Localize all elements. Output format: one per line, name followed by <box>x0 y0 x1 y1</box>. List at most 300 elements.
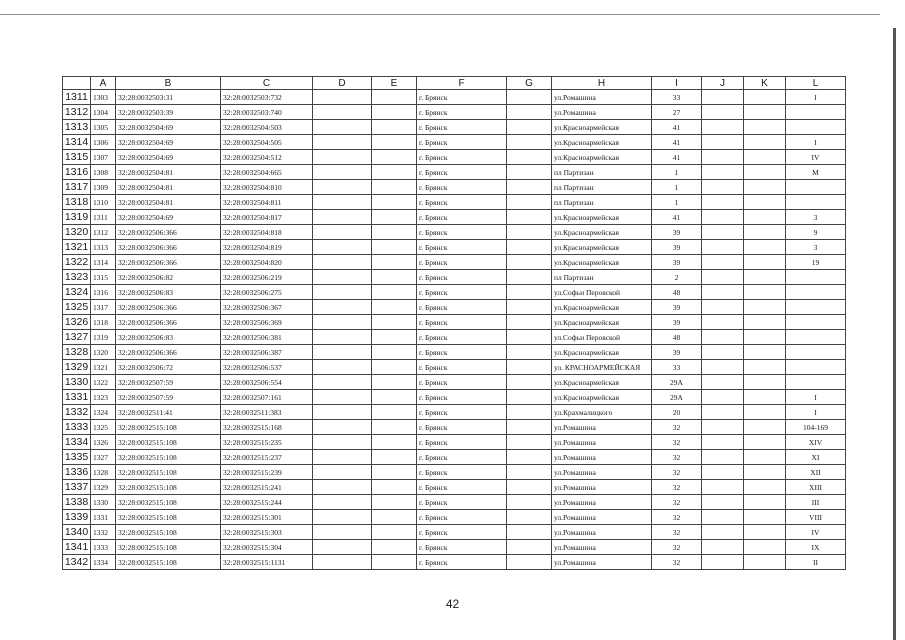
cell-b[interactable]: 32:28:0032515:108 <box>116 540 221 555</box>
cell-k[interactable] <box>744 465 786 480</box>
row-number-cell[interactable]: 1341 <box>63 540 91 555</box>
cell-d[interactable] <box>313 270 372 285</box>
cell-b[interactable]: 32:28:0032503:39 <box>116 105 221 120</box>
cell-b[interactable]: 32:28:0032515:108 <box>116 435 221 450</box>
cell-h[interactable]: ул.Красноармейская <box>552 345 652 360</box>
cell-g[interactable] <box>507 420 552 435</box>
cell-d[interactable] <box>313 315 372 330</box>
cell-l[interactable]: I <box>786 90 846 105</box>
cell-d[interactable] <box>313 420 372 435</box>
column-header-b[interactable]: B <box>116 77 221 90</box>
cell-b[interactable]: 32:28:0032503:31 <box>116 90 221 105</box>
row-number-cell[interactable]: 1333 <box>63 420 91 435</box>
cell-h[interactable]: ул.Красноармейская <box>552 255 652 270</box>
cell-k[interactable] <box>744 270 786 285</box>
cell-d[interactable] <box>313 300 372 315</box>
cell-c[interactable]: 32:28:0032506:554 <box>221 375 313 390</box>
cell-f[interactable]: г. Брянск <box>417 540 507 555</box>
cell-h[interactable]: ул.Ромашина <box>552 495 652 510</box>
cell-i[interactable]: 32 <box>652 450 702 465</box>
cell-a[interactable]: 1312 <box>91 225 116 240</box>
row-number-cell[interactable]: 1329 <box>63 360 91 375</box>
cell-a[interactable]: 1332 <box>91 525 116 540</box>
cell-h[interactable]: ул.Красноармейская <box>552 390 652 405</box>
cell-j[interactable] <box>702 255 744 270</box>
cell-j[interactable] <box>702 465 744 480</box>
cell-l[interactable] <box>786 375 846 390</box>
cell-i[interactable]: 32 <box>652 435 702 450</box>
cell-a[interactable]: 1334 <box>91 555 116 570</box>
cell-h[interactable]: пл Партизан <box>552 270 652 285</box>
row-number-cell[interactable]: 1317 <box>63 180 91 195</box>
cell-e[interactable] <box>372 165 417 180</box>
cell-c[interactable]: 32:28:0032506:219 <box>221 270 313 285</box>
cell-d[interactable] <box>313 435 372 450</box>
cell-f[interactable]: г. Брянск <box>417 555 507 570</box>
cell-a[interactable]: 1315 <box>91 270 116 285</box>
cell-h[interactable]: ул.Ромашина <box>552 450 652 465</box>
row-number-cell[interactable]: 1338 <box>63 495 91 510</box>
cell-f[interactable]: г. Брянск <box>417 210 507 225</box>
cell-d[interactable] <box>313 495 372 510</box>
cell-e[interactable] <box>372 120 417 135</box>
cell-g[interactable] <box>507 135 552 150</box>
cell-b[interactable]: 32:28:0032515:108 <box>116 525 221 540</box>
cell-b[interactable]: 32:28:0032515:108 <box>116 420 221 435</box>
cell-c[interactable]: 32:28:0032504:817 <box>221 210 313 225</box>
cell-f[interactable]: г. Брянск <box>417 345 507 360</box>
row-number-cell[interactable]: 1318 <box>63 195 91 210</box>
row-number-cell[interactable]: 1336 <box>63 465 91 480</box>
cell-l[interactable] <box>786 270 846 285</box>
cell-k[interactable] <box>744 120 786 135</box>
cell-c[interactable]: 32:28:0032504:505 <box>221 135 313 150</box>
cell-e[interactable] <box>372 525 417 540</box>
cell-j[interactable] <box>702 510 744 525</box>
cell-a[interactable]: 1327 <box>91 450 116 465</box>
cell-b[interactable]: 32:28:0032504:69 <box>116 135 221 150</box>
cell-k[interactable] <box>744 345 786 360</box>
cell-a[interactable]: 1307 <box>91 150 116 165</box>
row-number-cell[interactable]: 1319 <box>63 210 91 225</box>
cell-k[interactable] <box>744 525 786 540</box>
row-number-cell[interactable]: 1332 <box>63 405 91 420</box>
cell-j[interactable] <box>702 270 744 285</box>
cell-a[interactable]: 1324 <box>91 405 116 420</box>
cell-i[interactable]: 39 <box>652 225 702 240</box>
cell-b[interactable]: 32:28:0032515:108 <box>116 450 221 465</box>
cell-k[interactable] <box>744 300 786 315</box>
cell-b[interactable]: 32:28:0032506:83 <box>116 330 221 345</box>
cell-h[interactable]: ул.Ромашина <box>552 420 652 435</box>
cell-b[interactable]: 32:28:0032504:81 <box>116 180 221 195</box>
cell-g[interactable] <box>507 405 552 420</box>
cell-c[interactable]: 32:28:0032504:512 <box>221 150 313 165</box>
cell-g[interactable] <box>507 450 552 465</box>
cell-a[interactable]: 1333 <box>91 540 116 555</box>
cell-e[interactable] <box>372 195 417 210</box>
cell-h[interactable]: ул.Красноармейская <box>552 210 652 225</box>
cell-l[interactable]: M <box>786 165 846 180</box>
cell-c[interactable]: 32:28:0032515:301 <box>221 510 313 525</box>
cell-h[interactable]: ул.Красноармейская <box>552 315 652 330</box>
cell-e[interactable] <box>372 360 417 375</box>
cell-d[interactable] <box>313 465 372 480</box>
cell-g[interactable] <box>507 225 552 240</box>
cell-e[interactable] <box>372 135 417 150</box>
cell-h[interactable]: ул.Красноармейская <box>552 240 652 255</box>
cell-j[interactable] <box>702 435 744 450</box>
cell-a[interactable]: 1326 <box>91 435 116 450</box>
cell-k[interactable] <box>744 330 786 345</box>
cell-l[interactable] <box>786 330 846 345</box>
cell-l[interactable] <box>786 345 846 360</box>
cell-g[interactable] <box>507 465 552 480</box>
cell-k[interactable] <box>744 435 786 450</box>
cell-j[interactable] <box>702 495 744 510</box>
row-number-cell[interactable]: 1311 <box>63 90 91 105</box>
cell-j[interactable] <box>702 330 744 345</box>
cell-j[interactable] <box>702 150 744 165</box>
column-header-d[interactable]: D <box>313 77 372 90</box>
cell-b[interactable]: 32:28:0032506:366 <box>116 225 221 240</box>
cell-k[interactable] <box>744 135 786 150</box>
cell-h[interactable]: ул.Софьи Перовской <box>552 330 652 345</box>
cell-g[interactable] <box>507 285 552 300</box>
cell-c[interactable]: 32:28:0032506:381 <box>221 330 313 345</box>
cell-a[interactable]: 1330 <box>91 495 116 510</box>
cell-d[interactable] <box>313 195 372 210</box>
cell-b[interactable]: 32:28:0032515:108 <box>116 555 221 570</box>
cell-f[interactable]: г. Брянск <box>417 525 507 540</box>
cell-g[interactable] <box>507 195 552 210</box>
cell-e[interactable] <box>372 405 417 420</box>
cell-k[interactable] <box>744 105 786 120</box>
cell-j[interactable] <box>702 360 744 375</box>
cell-d[interactable] <box>313 555 372 570</box>
cell-k[interactable] <box>744 375 786 390</box>
cell-d[interactable] <box>313 360 372 375</box>
cell-i[interactable]: 33 <box>652 90 702 105</box>
cell-k[interactable] <box>744 240 786 255</box>
cell-c[interactable]: 32:28:0032511:383 <box>221 405 313 420</box>
cell-g[interactable] <box>507 480 552 495</box>
cell-a[interactable]: 1322 <box>91 375 116 390</box>
cell-e[interactable] <box>372 315 417 330</box>
cell-b[interactable]: 32:28:0032507:59 <box>116 375 221 390</box>
row-number-cell[interactable]: 1327 <box>63 330 91 345</box>
cell-e[interactable] <box>372 300 417 315</box>
cell-j[interactable] <box>702 120 744 135</box>
cell-a[interactable]: 1321 <box>91 360 116 375</box>
cell-i[interactable]: 20 <box>652 405 702 420</box>
cell-a[interactable]: 1311 <box>91 210 116 225</box>
cell-l[interactable] <box>786 315 846 330</box>
cell-j[interactable] <box>702 180 744 195</box>
cell-c[interactable]: 32:28:0032515:303 <box>221 525 313 540</box>
row-number-cell[interactable]: 1330 <box>63 375 91 390</box>
cell-c[interactable]: 32:28:0032504:810 <box>221 180 313 195</box>
cell-f[interactable]: г. Брянск <box>417 480 507 495</box>
cell-h[interactable]: ул.Красноармейская <box>552 375 652 390</box>
cell-e[interactable] <box>372 435 417 450</box>
cell-h[interactable]: ул.Ромашина <box>552 525 652 540</box>
cell-j[interactable] <box>702 195 744 210</box>
cell-d[interactable] <box>313 105 372 120</box>
cell-i[interactable]: 2 <box>652 270 702 285</box>
cell-k[interactable] <box>744 255 786 270</box>
cell-e[interactable] <box>372 510 417 525</box>
column-header-l[interactable]: L <box>786 77 846 90</box>
cell-g[interactable] <box>507 255 552 270</box>
cell-l[interactable] <box>786 195 846 210</box>
cell-h[interactable]: ул.Крахмалицкого <box>552 405 652 420</box>
cell-j[interactable] <box>702 525 744 540</box>
cell-g[interactable] <box>507 525 552 540</box>
cell-a[interactable]: 1306 <box>91 135 116 150</box>
cell-e[interactable] <box>372 330 417 345</box>
cell-f[interactable]: г. Брянск <box>417 225 507 240</box>
cell-g[interactable] <box>507 435 552 450</box>
cell-h[interactable]: ул.Софьи Перовской <box>552 285 652 300</box>
cell-a[interactable]: 1317 <box>91 300 116 315</box>
cell-k[interactable] <box>744 450 786 465</box>
cell-i[interactable]: 1 <box>652 165 702 180</box>
corner-header-cell[interactable] <box>63 77 91 90</box>
cell-f[interactable]: г. Брянск <box>417 165 507 180</box>
cell-k[interactable] <box>744 510 786 525</box>
cell-h[interactable]: ул.Ромашина <box>552 465 652 480</box>
cell-g[interactable] <box>507 390 552 405</box>
cell-k[interactable] <box>744 420 786 435</box>
cell-h[interactable]: ул.Ромашина <box>552 540 652 555</box>
cell-b[interactable]: 32:28:0032515:108 <box>116 480 221 495</box>
cell-a[interactable]: 1308 <box>91 165 116 180</box>
cell-h[interactable]: ул.Красноармейская <box>552 300 652 315</box>
cell-e[interactable] <box>372 420 417 435</box>
row-number-cell[interactable]: 1321 <box>63 240 91 255</box>
cell-l[interactable]: VIII <box>786 510 846 525</box>
cell-e[interactable] <box>372 240 417 255</box>
row-number-cell[interactable]: 1320 <box>63 225 91 240</box>
row-number-cell[interactable]: 1325 <box>63 300 91 315</box>
cell-l[interactable] <box>786 105 846 120</box>
cell-f[interactable]: г. Брянск <box>417 405 507 420</box>
cell-i[interactable]: 39 <box>652 345 702 360</box>
cell-l[interactable]: I <box>786 135 846 150</box>
cell-l[interactable]: I <box>786 390 846 405</box>
cell-j[interactable] <box>702 540 744 555</box>
cell-l[interactable] <box>786 180 846 195</box>
cell-i[interactable]: 48 <box>652 330 702 345</box>
cell-i[interactable]: 29А <box>652 375 702 390</box>
cell-e[interactable] <box>372 105 417 120</box>
cell-i[interactable]: 32 <box>652 540 702 555</box>
cell-c[interactable]: 32:28:0032515:1131 <box>221 555 313 570</box>
cell-e[interactable] <box>372 390 417 405</box>
cell-l[interactable] <box>786 285 846 300</box>
column-header-c[interactable]: C <box>221 77 313 90</box>
cell-e[interactable] <box>372 345 417 360</box>
row-number-cell[interactable]: 1323 <box>63 270 91 285</box>
cell-l[interactable]: XIII <box>786 480 846 495</box>
cell-g[interactable] <box>507 210 552 225</box>
cell-l[interactable]: XI <box>786 450 846 465</box>
cell-k[interactable] <box>744 390 786 405</box>
cell-a[interactable]: 1320 <box>91 345 116 360</box>
cell-l[interactable]: XIV <box>786 435 846 450</box>
cell-f[interactable]: г. Брянск <box>417 465 507 480</box>
cell-c[interactable]: 32:28:0032515:244 <box>221 495 313 510</box>
cell-d[interactable] <box>313 510 372 525</box>
cell-h[interactable]: ул. КРАСНОАРМЕЙСКАЯ <box>552 360 652 375</box>
cell-i[interactable]: 41 <box>652 120 702 135</box>
cell-k[interactable] <box>744 315 786 330</box>
cell-h[interactable]: ул.Красноармейская <box>552 150 652 165</box>
cell-l[interactable]: I <box>786 405 846 420</box>
cell-g[interactable] <box>507 540 552 555</box>
cell-a[interactable]: 1304 <box>91 105 116 120</box>
cell-k[interactable] <box>744 480 786 495</box>
cell-b[interactable]: 32:28:0032506:366 <box>116 300 221 315</box>
cell-l[interactable]: 104-169 <box>786 420 846 435</box>
cell-g[interactable] <box>507 105 552 120</box>
cell-c[interactable]: 32:28:0032506:275 <box>221 285 313 300</box>
cell-c[interactable]: 32:28:0032506:537 <box>221 360 313 375</box>
cell-e[interactable] <box>372 285 417 300</box>
cell-b[interactable]: 32:28:0032507:59 <box>116 390 221 405</box>
cell-i[interactable]: 39 <box>652 300 702 315</box>
row-number-cell[interactable]: 1326 <box>63 315 91 330</box>
cell-d[interactable] <box>313 225 372 240</box>
cell-h[interactable]: ул.Красноармейская <box>552 120 652 135</box>
cell-k[interactable] <box>744 495 786 510</box>
cell-c[interactable]: 32:28:0032504:665 <box>221 165 313 180</box>
row-number-cell[interactable]: 1324 <box>63 285 91 300</box>
cell-i[interactable]: 48 <box>652 285 702 300</box>
cell-g[interactable] <box>507 270 552 285</box>
cell-a[interactable]: 1313 <box>91 240 116 255</box>
cell-d[interactable] <box>313 375 372 390</box>
cell-h[interactable]: пл Партизан <box>552 195 652 210</box>
cell-k[interactable] <box>744 360 786 375</box>
cell-k[interactable] <box>744 150 786 165</box>
cell-g[interactable] <box>507 180 552 195</box>
cell-g[interactable] <box>507 510 552 525</box>
cell-i[interactable]: 39 <box>652 240 702 255</box>
cell-d[interactable] <box>313 540 372 555</box>
cell-i[interactable]: 41 <box>652 135 702 150</box>
row-number-cell[interactable]: 1313 <box>63 120 91 135</box>
cell-f[interactable]: г. Брянск <box>417 435 507 450</box>
cell-f[interactable]: г. Брянск <box>417 195 507 210</box>
cell-i[interactable]: 32 <box>652 420 702 435</box>
cell-b[interactable]: 32:28:0032515:108 <box>116 510 221 525</box>
cell-i[interactable]: 32 <box>652 555 702 570</box>
cell-j[interactable] <box>702 315 744 330</box>
cell-j[interactable] <box>702 480 744 495</box>
cell-j[interactable] <box>702 345 744 360</box>
cell-l[interactable]: 3 <box>786 210 846 225</box>
cell-c[interactable]: 32:28:0032506:367 <box>221 300 313 315</box>
cell-l[interactable]: III <box>786 495 846 510</box>
cell-i[interactable]: 32 <box>652 480 702 495</box>
cell-h[interactable]: пл Партизан <box>552 165 652 180</box>
cell-d[interactable] <box>313 255 372 270</box>
cell-g[interactable] <box>507 90 552 105</box>
cell-i[interactable]: 39 <box>652 315 702 330</box>
cell-l[interactable]: IV <box>786 525 846 540</box>
cell-d[interactable] <box>313 405 372 420</box>
cell-g[interactable] <box>507 360 552 375</box>
cell-c[interactable]: 32:28:0032504:503 <box>221 120 313 135</box>
cell-f[interactable]: г. Брянск <box>417 450 507 465</box>
cell-f[interactable]: г. Брянск <box>417 105 507 120</box>
cell-j[interactable] <box>702 405 744 420</box>
cell-f[interactable]: г. Брянск <box>417 420 507 435</box>
cell-h[interactable]: ул.Ромашина <box>552 90 652 105</box>
cell-f[interactable]: г. Брянск <box>417 330 507 345</box>
cell-i[interactable]: 41 <box>652 150 702 165</box>
cell-e[interactable] <box>372 180 417 195</box>
cell-g[interactable] <box>507 120 552 135</box>
row-number-cell[interactable]: 1315 <box>63 150 91 165</box>
cell-i[interactable]: 33 <box>652 360 702 375</box>
row-number-cell[interactable]: 1331 <box>63 390 91 405</box>
cell-f[interactable]: г. Брянск <box>417 360 507 375</box>
cell-c[interactable]: 32:28:0032515:239 <box>221 465 313 480</box>
cell-f[interactable]: г. Брянск <box>417 285 507 300</box>
cell-l[interactable]: 3 <box>786 240 846 255</box>
cell-c[interactable]: 32:28:0032515:235 <box>221 435 313 450</box>
cell-i[interactable]: 27 <box>652 105 702 120</box>
cell-f[interactable]: г. Брянск <box>417 510 507 525</box>
cell-f[interactable]: г. Брянск <box>417 135 507 150</box>
cell-d[interactable] <box>313 165 372 180</box>
cell-g[interactable] <box>507 555 552 570</box>
cell-l[interactable]: 19 <box>786 255 846 270</box>
row-number-cell[interactable]: 1337 <box>63 480 91 495</box>
cell-a[interactable]: 1323 <box>91 390 116 405</box>
cell-d[interactable] <box>313 480 372 495</box>
cell-g[interactable] <box>507 315 552 330</box>
cell-b[interactable]: 32:28:0032506:83 <box>116 285 221 300</box>
cell-h[interactable]: ул.Ромашина <box>552 555 652 570</box>
cell-c[interactable]: 32:28:0032504:819 <box>221 240 313 255</box>
cell-k[interactable] <box>744 555 786 570</box>
cell-b[interactable]: 32:28:0032504:69 <box>116 210 221 225</box>
row-number-cell[interactable]: 1335 <box>63 450 91 465</box>
cell-l[interactable]: IV <box>786 150 846 165</box>
cell-i[interactable]: 1 <box>652 180 702 195</box>
cell-b[interactable]: 32:28:0032506:366 <box>116 255 221 270</box>
cell-b[interactable]: 32:28:0032506:366 <box>116 315 221 330</box>
cell-i[interactable]: 32 <box>652 495 702 510</box>
cell-l[interactable] <box>786 360 846 375</box>
cell-a[interactable]: 1318 <box>91 315 116 330</box>
cell-b[interactable]: 32:28:0032504:81 <box>116 195 221 210</box>
cell-c[interactable]: 32:28:0032515:304 <box>221 540 313 555</box>
cell-a[interactable]: 1325 <box>91 420 116 435</box>
cell-l[interactable]: IX <box>786 540 846 555</box>
cell-g[interactable] <box>507 345 552 360</box>
cell-k[interactable] <box>744 405 786 420</box>
column-header-j[interactable]: J <box>702 77 744 90</box>
cell-h[interactable]: ул.Ромашина <box>552 480 652 495</box>
cell-e[interactable] <box>372 210 417 225</box>
cell-b[interactable]: 32:28:0032515:108 <box>116 495 221 510</box>
cell-a[interactable]: 1303 <box>91 90 116 105</box>
